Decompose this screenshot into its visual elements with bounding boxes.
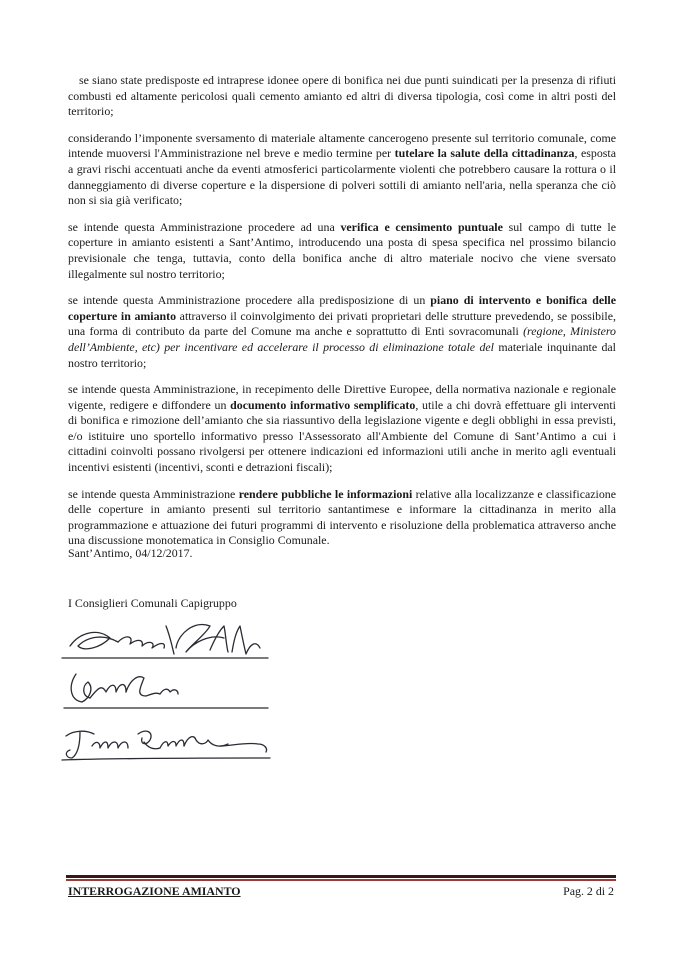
- text-segment: sul campo di tutte le coperture in amianto esistenti a Sant’Antimo, introducendo una posta di spesa specifica nel prossimo bilancio previsionale che tenga, tuttavia, conto della bonifica anche di altro materiale nocivo che viene sversato illegalmente sul nostro territorio;: [68, 219, 616, 281]
- paragraph: [68, 293, 616, 371]
- signature-2: [64, 674, 268, 708]
- signature-1: [62, 625, 268, 658]
- paragraph: [68, 487, 616, 549]
- paragraph: [68, 131, 616, 209]
- signature-3: [62, 731, 270, 760]
- text-segment: se intende questa Amministrazione procedere ad una: [68, 219, 341, 234]
- footer-rule: [66, 875, 616, 881]
- signers-label: I Consiglieri Comunali Capigruppo: [68, 596, 237, 610]
- bold-text: verifica e censimento puntuale: [340, 219, 503, 234]
- text-segment: , utile a chi dovrà effettuare gli interventi di bonifica e rimozione dell’amianto che sia riassuntivo della legislazione vigente e degli obblighi in essa previsti, e/o istituire uno sportello informativo presso l'Assessorato all'Ambiente del Comune di Sant’Antimo a cui i cittadini coinvolti possano rivolgersi per ottenere indicazioni ed informazioni utili anche in merito agli eventuali incentivi esistenti (incentivi, sconti e detrazioni fiscali);: [68, 397, 616, 475]
- text-segment: attraverso il coinvolgimento dei privati proprietari delle strutture prevedendo, se possibile, una forma di contributo da parte del Comune ma anche e soprattutto di Enti sovracomunali: [68, 308, 616, 339]
- bold-text: documento informativo semplificato: [230, 397, 416, 412]
- footer-rule-dark: [66, 875, 616, 878]
- text-segment: se intende questa Amministrazione, in recepimento delle Direttive Europee, della normativa nazionale e regionale vigente, redigere e diffondere un: [68, 382, 616, 412]
- paragraph: [68, 73, 616, 120]
- text-segment: , esposta a gravi rischi accentuati anche da eventi atmosferici particolarmente violenti che potrebbero causare la rottura o il danneggiamento di diverse coperture e la dispersione di polveri sottili di amianto nell'aria, nella speranza che ciò non si sia già verificato;: [68, 146, 616, 208]
- bold-text: tutelare la salute della cittadinanza: [394, 146, 575, 161]
- text-segment: se siano state predisposte ed intraprese idonee opere di bonifica nei due punti suindicati per la presenza di rifiuti combusti ed altamente pericolosi quali cemento amianto ed altri di diversa tipologia, così come in altri posti del territorio;: [68, 73, 616, 119]
- handwritten-signatures: [60, 612, 290, 772]
- bold-text: rendere pubbliche le informazioni: [238, 486, 413, 501]
- text-segment: materiale inquinante dal nostro territorio;: [68, 339, 616, 370]
- footer-title: INTERROGAZIONE AMIANTO: [68, 884, 241, 898]
- paragraph: [68, 220, 616, 282]
- paragraph: [68, 382, 616, 476]
- date-line: Sant’Antimo, 04/12/2017.: [68, 546, 193, 560]
- page-number: Pag. 2 di 2: [563, 884, 614, 898]
- text-segment: relative alla localizzanze e classificazione delle coperture in amianto presenti sul territorio santantimese e informare la cittadinanza in merito alla programmazione e attuazione dei futuri programmi di intervento e risoluzione della problematica attraverso anche una discussione monotematica in Consiglio Comunale.: [68, 486, 616, 548]
- bold-text: piano di intervento e bonifica delle coperture in amianto: [68, 293, 616, 323]
- text-segment: considerando l’imponente sversamento di materiale altamente cancerogeno presente sul territorio comunale, come intende muoversi l'Amministrazione nel breve e medio termine per: [68, 130, 616, 161]
- footer-rule-red: [66, 879, 616, 881]
- italic-text: (regione, Ministero dell’Ambiente, etc) per incentivare ed accelerare il processo di eliminazione totale del: [68, 324, 616, 354]
- text-segment: se intende questa Amministrazione procedere alla predisposizione di un: [68, 293, 431, 308]
- body-text: [68, 73, 616, 560]
- text-segment: se intende questa Amministrazione: [68, 486, 239, 501]
